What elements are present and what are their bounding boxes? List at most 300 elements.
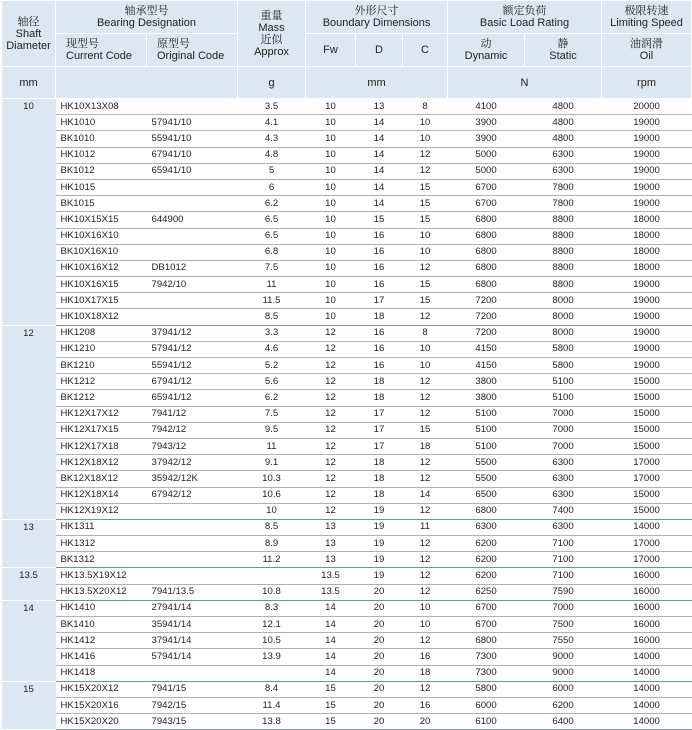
static-load-value: 6300 bbox=[525, 519, 602, 535]
bearing-current-code: HK1311 bbox=[56, 519, 147, 535]
dynamic-load-value: 5100 bbox=[448, 438, 525, 454]
static-load-value: 4800 bbox=[525, 115, 602, 131]
mass-value: 11 bbox=[238, 277, 306, 293]
dynamic-load-value: 4150 bbox=[448, 341, 525, 357]
table-row bbox=[2, 131, 692, 147]
dynamic-load-value: 6700 bbox=[448, 600, 525, 616]
static-load-value: 6000 bbox=[525, 681, 602, 697]
bearing-current-code: HK10X16X12 bbox=[56, 260, 147, 276]
table-row bbox=[2, 358, 692, 374]
table-row bbox=[2, 552, 692, 568]
static-load-value: 8800 bbox=[525, 228, 602, 244]
limiting-speed-value: 17000 bbox=[602, 552, 692, 568]
bearing-original-code: 7941/12 bbox=[147, 406, 238, 422]
mass-value: 13.9 bbox=[238, 649, 306, 665]
limiting-speed-value: 14000 bbox=[602, 681, 692, 697]
shaft-diameter-cell: 15 bbox=[2, 681, 56, 730]
static-load-value: 7000 bbox=[525, 438, 602, 454]
fw-value: 10 bbox=[306, 179, 356, 195]
fw-header: Fw bbox=[306, 34, 356, 67]
table-row bbox=[2, 163, 692, 179]
d-value: 14 bbox=[356, 147, 403, 163]
bearing-original-code: 7943/12 bbox=[147, 438, 238, 454]
c-value: 12 bbox=[403, 503, 448, 519]
static-load-value: 5100 bbox=[525, 390, 602, 406]
d-value: 19 bbox=[356, 568, 403, 584]
bearing-spec-table bbox=[1, 0, 692, 730]
limiting-speed-value: 14000 bbox=[602, 714, 692, 730]
limiting-speed-value: 15000 bbox=[602, 390, 692, 406]
c-value: 10 bbox=[403, 228, 448, 244]
fw-value: 12 bbox=[306, 455, 356, 471]
table-row bbox=[2, 600, 692, 616]
bearing-current-code: BK12X18X12 bbox=[56, 471, 147, 487]
static-load-value: 4800 bbox=[525, 99, 602, 115]
table-row bbox=[2, 179, 692, 195]
fw-value: 12 bbox=[306, 487, 356, 503]
bearing-current-code: HK13.5X20X12 bbox=[56, 584, 147, 600]
static-load-value: 7000 bbox=[525, 600, 602, 616]
bearing-original-code: 35941/14 bbox=[147, 617, 238, 633]
bearing-current-code: HK15X20X16 bbox=[56, 697, 147, 713]
fw-value: 13.5 bbox=[306, 568, 356, 584]
static-load-value: 8800 bbox=[525, 277, 602, 293]
fw-value: 14 bbox=[306, 633, 356, 649]
mass-value: 6 bbox=[238, 179, 306, 195]
bearing-original-code bbox=[147, 665, 238, 681]
bearing-current-code: HK1212 bbox=[56, 374, 147, 390]
dynamic-load-value: 6100 bbox=[448, 714, 525, 730]
c-header: C bbox=[403, 34, 448, 67]
table-header bbox=[2, 1, 692, 99]
fw-value: 10 bbox=[306, 293, 356, 309]
dynamic-load-value: 7300 bbox=[448, 649, 525, 665]
limiting-speed-value: 19000 bbox=[602, 293, 692, 309]
c-value: 12 bbox=[403, 455, 448, 471]
original-code-header: 原型号 Original Code bbox=[147, 34, 238, 67]
c-value: 11 bbox=[403, 519, 448, 535]
table-row bbox=[2, 309, 692, 325]
static-load-value: 7590 bbox=[525, 584, 602, 600]
d-value: 16 bbox=[356, 358, 403, 374]
limiting-speed-value: 20000 bbox=[602, 99, 692, 115]
table-row bbox=[2, 503, 692, 519]
fw-value: 12 bbox=[306, 390, 356, 406]
bearing-current-code: HK12X17X15 bbox=[56, 422, 147, 438]
c-value: 12 bbox=[403, 536, 448, 552]
bearing-original-code: 37941/14 bbox=[147, 633, 238, 649]
c-value: 12 bbox=[403, 406, 448, 422]
limiting-speed-value: 15000 bbox=[602, 374, 692, 390]
mass-value: 7.5 bbox=[238, 260, 306, 276]
d-value: 18 bbox=[356, 390, 403, 406]
fw-value: 12 bbox=[306, 471, 356, 487]
d-value: 14 bbox=[356, 163, 403, 179]
limiting-speed-value: 19000 bbox=[602, 131, 692, 147]
table-row bbox=[2, 487, 692, 503]
bearing-current-code: HK12X17X12 bbox=[56, 406, 147, 422]
table-row bbox=[2, 714, 692, 730]
mass-value: 11.5 bbox=[238, 293, 306, 309]
mass-value: 4.6 bbox=[238, 341, 306, 357]
mass-value: 8.5 bbox=[238, 519, 306, 535]
static-load-value: 5800 bbox=[525, 358, 602, 374]
limiting-speed-header: 极限转速 Limiting Speed bbox=[602, 1, 692, 34]
limiting-speed-value: 16000 bbox=[602, 584, 692, 600]
limiting-speed-value: 17000 bbox=[602, 471, 692, 487]
c-value: 12 bbox=[403, 374, 448, 390]
dynamic-load-value: 5000 bbox=[448, 163, 525, 179]
d-value: 16 bbox=[356, 277, 403, 293]
limiting-speed-value: 14000 bbox=[602, 697, 692, 713]
table-row bbox=[2, 681, 692, 697]
static-load-value: 7000 bbox=[525, 406, 602, 422]
table-row bbox=[2, 406, 692, 422]
bearing-current-code: HK12X18X14 bbox=[56, 487, 147, 503]
fw-value: 14 bbox=[306, 649, 356, 665]
d-value: 18 bbox=[356, 487, 403, 503]
bearing-current-code: BK1012 bbox=[56, 163, 147, 179]
static-load-value: 8000 bbox=[525, 309, 602, 325]
bearing-original-code: 7941/15 bbox=[147, 681, 238, 697]
bearing-original-code: 7942/10 bbox=[147, 277, 238, 293]
limiting-speed-value: 19000 bbox=[602, 179, 692, 195]
dynamic-load-value: 6300 bbox=[448, 519, 525, 535]
dynamic-load-value: 6000 bbox=[448, 697, 525, 713]
c-value: 15 bbox=[403, 196, 448, 212]
limiting-speed-value: 14000 bbox=[602, 665, 692, 681]
d-header: D bbox=[356, 34, 403, 67]
c-value: 8 bbox=[403, 99, 448, 115]
mass-value: 13.8 bbox=[238, 714, 306, 730]
bearing-original-code: 65941/10 bbox=[147, 163, 238, 179]
c-value: 12 bbox=[403, 309, 448, 325]
dynamic-load-value: 5500 bbox=[448, 471, 525, 487]
bearing-current-code: HK1412 bbox=[56, 633, 147, 649]
d-value: 19 bbox=[356, 552, 403, 568]
static-load-value: 7550 bbox=[525, 633, 602, 649]
static-header: 静 Static bbox=[525, 34, 602, 67]
bearing-current-code: BK1210 bbox=[56, 358, 147, 374]
table-row bbox=[2, 293, 692, 309]
mass-value: 5.2 bbox=[238, 358, 306, 374]
table-row bbox=[2, 325, 692, 341]
limiting-speed-value: 15000 bbox=[602, 487, 692, 503]
bearing-current-code: HK10X16X15 bbox=[56, 277, 147, 293]
fw-value: 12 bbox=[306, 438, 356, 454]
dynamic-load-value: 3800 bbox=[448, 390, 525, 406]
bearing-current-code: HK1012 bbox=[56, 147, 147, 163]
dynamic-load-value: 6800 bbox=[448, 260, 525, 276]
table-row bbox=[2, 536, 692, 552]
fw-value: 12 bbox=[306, 374, 356, 390]
d-value: 20 bbox=[356, 697, 403, 713]
table-row bbox=[2, 422, 692, 438]
table-row bbox=[2, 115, 692, 131]
table-row bbox=[2, 196, 692, 212]
static-load-value: 6400 bbox=[525, 714, 602, 730]
limiting-speed-value: 19000 bbox=[602, 325, 692, 341]
shaft-diameter-cell: 13.5 bbox=[2, 568, 56, 600]
table-row bbox=[2, 260, 692, 276]
d-value: 13 bbox=[356, 99, 403, 115]
bearing-current-code: HK10X18X12 bbox=[56, 309, 147, 325]
bearing-original-code: 57941/10 bbox=[147, 115, 238, 131]
static-load-value: 7800 bbox=[525, 179, 602, 195]
fw-value: 12 bbox=[306, 503, 356, 519]
limiting-speed-value: 17000 bbox=[602, 536, 692, 552]
static-load-value: 6200 bbox=[525, 697, 602, 713]
c-value: 10 bbox=[403, 358, 448, 374]
c-value: 10 bbox=[403, 341, 448, 357]
shaft-diameter-header: 轴径 Shaft Diameter bbox=[2, 1, 56, 67]
dynamic-load-value: 6800 bbox=[448, 277, 525, 293]
mass-header: 重量 Mass 近似 Approx bbox=[238, 1, 306, 67]
static-load-value: 7100 bbox=[525, 552, 602, 568]
limiting-speed-value: 18000 bbox=[602, 212, 692, 228]
bearing-current-code: HK1416 bbox=[56, 649, 147, 665]
d-value: 14 bbox=[356, 196, 403, 212]
d-value: 18 bbox=[356, 309, 403, 325]
static-load-value: 8800 bbox=[525, 212, 602, 228]
limiting-speed-value: 15000 bbox=[602, 406, 692, 422]
mass-value: 10.6 bbox=[238, 487, 306, 503]
static-load-value: 7000 bbox=[525, 422, 602, 438]
d-value: 16 bbox=[356, 228, 403, 244]
unit-dimensions: mm bbox=[306, 67, 448, 99]
static-load-value: 6300 bbox=[525, 163, 602, 179]
c-value: 15 bbox=[403, 179, 448, 195]
dynamic-load-value: 6800 bbox=[448, 212, 525, 228]
fw-value: 14 bbox=[306, 665, 356, 681]
bearing-current-code: BK1312 bbox=[56, 552, 147, 568]
bearing-current-code: HK13.5X19X12 bbox=[56, 568, 147, 584]
bearing-original-code: 7942/15 bbox=[147, 697, 238, 713]
table-row bbox=[2, 568, 692, 584]
bearing-current-code: HK1208 bbox=[56, 325, 147, 341]
mass-value: 11 bbox=[238, 438, 306, 454]
c-value: 10 bbox=[403, 244, 448, 260]
fw-value: 10 bbox=[306, 131, 356, 147]
limiting-speed-value: 16000 bbox=[602, 568, 692, 584]
mass-value: 5.6 bbox=[238, 374, 306, 390]
unit-designation bbox=[56, 67, 238, 99]
bearing-original-code bbox=[147, 552, 238, 568]
c-value: 12 bbox=[403, 390, 448, 406]
fw-value: 14 bbox=[306, 600, 356, 616]
bearing-current-code: HK1010 bbox=[56, 115, 147, 131]
limiting-speed-value: 16000 bbox=[602, 633, 692, 649]
dynamic-load-value: 5800 bbox=[448, 681, 525, 697]
mass-value: 8.4 bbox=[238, 681, 306, 697]
mass-value: 9.1 bbox=[238, 455, 306, 471]
limiting-speed-value: 16000 bbox=[602, 617, 692, 633]
bearing-original-code: 67941/12 bbox=[147, 374, 238, 390]
bearing-original-code: 7942/12 bbox=[147, 422, 238, 438]
c-value: 15 bbox=[403, 422, 448, 438]
bearing-current-code: HK1418 bbox=[56, 665, 147, 681]
static-load-value: 7400 bbox=[525, 503, 602, 519]
fw-value: 10 bbox=[306, 99, 356, 115]
dynamic-load-value: 4150 bbox=[448, 358, 525, 374]
c-value: 12 bbox=[403, 681, 448, 697]
current-code-header: 现型号 Current Code bbox=[56, 34, 147, 67]
fw-value: 10 bbox=[306, 309, 356, 325]
unit-mass: g bbox=[238, 67, 306, 99]
dynamic-load-value: 4100 bbox=[448, 99, 525, 115]
c-value: 10 bbox=[403, 131, 448, 147]
dynamic-load-value: 6800 bbox=[448, 503, 525, 519]
fw-value: 10 bbox=[306, 115, 356, 131]
d-value: 17 bbox=[356, 406, 403, 422]
dynamic-header: 动 Dynamic bbox=[448, 34, 525, 67]
table-row bbox=[2, 633, 692, 649]
bearing-current-code: HK10X17X15 bbox=[56, 293, 147, 309]
d-value: 14 bbox=[356, 131, 403, 147]
table-row bbox=[2, 584, 692, 600]
table-row bbox=[2, 277, 692, 293]
mass-value: 8.5 bbox=[238, 309, 306, 325]
fw-value: 15 bbox=[306, 681, 356, 697]
dynamic-load-value: 7200 bbox=[448, 293, 525, 309]
c-value: 12 bbox=[403, 147, 448, 163]
fw-value: 13 bbox=[306, 519, 356, 535]
bearing-original-code bbox=[147, 536, 238, 552]
c-value: 10 bbox=[403, 115, 448, 131]
static-load-value: 7500 bbox=[525, 617, 602, 633]
limiting-speed-value: 19000 bbox=[602, 147, 692, 163]
dynamic-load-value: 7200 bbox=[448, 309, 525, 325]
basic-load-rating-header: 额定负荷 Basic Load Rating bbox=[448, 1, 602, 34]
c-value: 12 bbox=[403, 552, 448, 568]
table-row bbox=[2, 617, 692, 633]
mass-value: 5 bbox=[238, 163, 306, 179]
d-value: 20 bbox=[356, 617, 403, 633]
bearing-original-code bbox=[147, 293, 238, 309]
static-load-value: 6300 bbox=[525, 147, 602, 163]
static-load-value: 8000 bbox=[525, 293, 602, 309]
dynamic-load-value: 6800 bbox=[448, 244, 525, 260]
d-value: 17 bbox=[356, 438, 403, 454]
limiting-speed-value: 15000 bbox=[602, 438, 692, 454]
d-value: 17 bbox=[356, 422, 403, 438]
bearing-original-code: 37941/12 bbox=[147, 325, 238, 341]
oil-header: 油润滑 Oil bbox=[602, 34, 692, 67]
dynamic-load-value: 5100 bbox=[448, 406, 525, 422]
bearing-original-code: 57941/12 bbox=[147, 341, 238, 357]
d-value: 19 bbox=[356, 519, 403, 535]
limiting-speed-value: 16000 bbox=[602, 600, 692, 616]
mass-value: 4.8 bbox=[238, 147, 306, 163]
static-load-value: 4800 bbox=[525, 131, 602, 147]
bearing-current-code: HK1015 bbox=[56, 179, 147, 195]
bearing-original-code: 65941/12 bbox=[147, 390, 238, 406]
fw-value: 12 bbox=[306, 341, 356, 357]
fw-value: 12 bbox=[306, 325, 356, 341]
fw-value: 10 bbox=[306, 163, 356, 179]
d-value: 20 bbox=[356, 633, 403, 649]
mass-value: 8.3 bbox=[238, 600, 306, 616]
c-value: 12 bbox=[403, 260, 448, 276]
dynamic-load-value: 6200 bbox=[448, 552, 525, 568]
limiting-speed-value: 18000 bbox=[602, 228, 692, 244]
c-value: 12 bbox=[403, 471, 448, 487]
bearing-current-code: HK1210 bbox=[56, 341, 147, 357]
table-row bbox=[2, 471, 692, 487]
d-value: 20 bbox=[356, 584, 403, 600]
bearing-original-code bbox=[147, 244, 238, 260]
bearing-original-code bbox=[147, 179, 238, 195]
d-value: 20 bbox=[356, 714, 403, 730]
shaft-diameter-cell: 12 bbox=[2, 325, 56, 519]
dynamic-load-value: 6800 bbox=[448, 633, 525, 649]
fw-value: 14 bbox=[306, 617, 356, 633]
shaft-diameter-cell: 10 bbox=[2, 99, 56, 326]
bearing-original-code bbox=[147, 519, 238, 535]
bearing-current-code: BK1410 bbox=[56, 617, 147, 633]
c-value: 10 bbox=[403, 600, 448, 616]
bearing-original-code bbox=[147, 196, 238, 212]
d-value: 16 bbox=[356, 325, 403, 341]
bearing-original-code bbox=[147, 309, 238, 325]
c-value: 18 bbox=[403, 438, 448, 454]
bearing-original-code: 57941/14 bbox=[147, 649, 238, 665]
d-value: 15 bbox=[356, 212, 403, 228]
mass-value bbox=[238, 568, 306, 584]
bearing-current-code: HK1410 bbox=[56, 600, 147, 616]
bearing-original-code: 37942/12 bbox=[147, 455, 238, 471]
c-value: 14 bbox=[403, 487, 448, 503]
static-load-value: 6300 bbox=[525, 455, 602, 471]
boundary-dimensions-header: 外形尺寸 Boundary Dimensions bbox=[306, 1, 448, 34]
fw-value: 10 bbox=[306, 228, 356, 244]
fw-value: 10 bbox=[306, 212, 356, 228]
static-load-value: 6300 bbox=[525, 487, 602, 503]
limiting-speed-value: 19000 bbox=[602, 115, 692, 131]
limiting-speed-value: 19000 bbox=[602, 163, 692, 179]
mass-value: 7.5 bbox=[238, 406, 306, 422]
d-value: 20 bbox=[356, 681, 403, 697]
static-load-value: 7100 bbox=[525, 536, 602, 552]
static-load-value: 6300 bbox=[525, 471, 602, 487]
d-value: 18 bbox=[356, 374, 403, 390]
bearing-original-code: 67941/10 bbox=[147, 147, 238, 163]
static-load-value: 9000 bbox=[525, 649, 602, 665]
c-value: 15 bbox=[403, 293, 448, 309]
fw-value: 12 bbox=[306, 422, 356, 438]
unit-shaft: mm bbox=[2, 67, 56, 99]
bearing-current-code: HK12X17X18 bbox=[56, 438, 147, 454]
table-body bbox=[2, 99, 692, 730]
d-value: 19 bbox=[356, 503, 403, 519]
bearing-original-code: 27941/14 bbox=[147, 600, 238, 616]
dynamic-load-value: 3900 bbox=[448, 131, 525, 147]
mass-value: 4.3 bbox=[238, 131, 306, 147]
fw-value: 13 bbox=[306, 552, 356, 568]
mass-value: 6.5 bbox=[238, 228, 306, 244]
table-row bbox=[2, 697, 692, 713]
fw-value: 10 bbox=[306, 147, 356, 163]
mass-value: 10 bbox=[238, 503, 306, 519]
table-row bbox=[2, 374, 692, 390]
bearing-current-code: HK15X20X20 bbox=[56, 714, 147, 730]
bearing-original-code: 7941/13.5 bbox=[147, 584, 238, 600]
limiting-speed-value: 19000 bbox=[602, 341, 692, 357]
table-row bbox=[2, 244, 692, 260]
d-value: 20 bbox=[356, 665, 403, 681]
c-value: 15 bbox=[403, 277, 448, 293]
mass-value: 6.2 bbox=[238, 196, 306, 212]
